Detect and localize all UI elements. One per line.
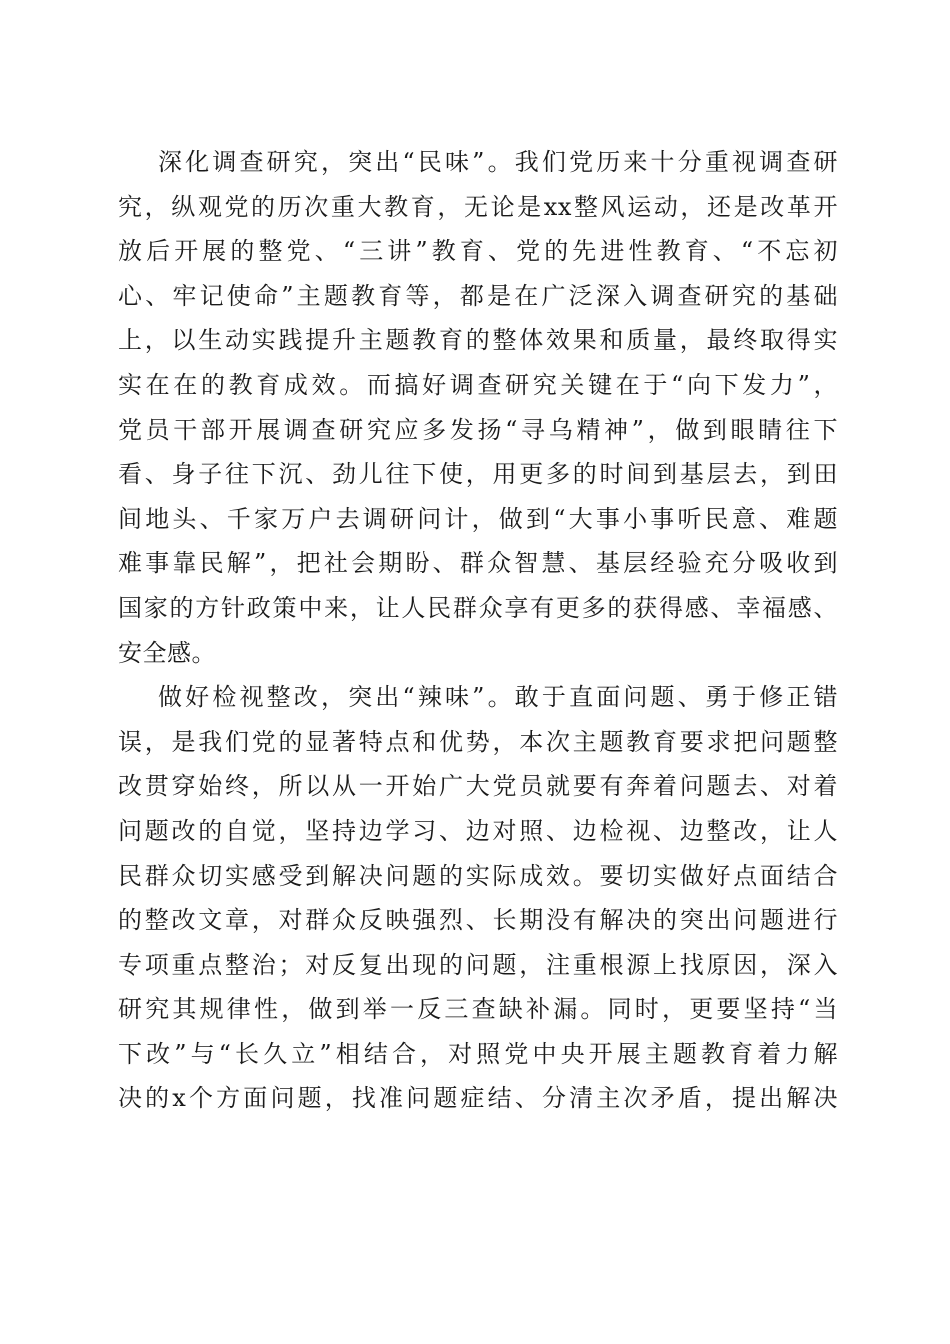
paragraph-1 xyxy=(118,140,838,675)
paragraph-line: 国家的方针政策中来，让人民群众享有更多的获得感、幸福感、 xyxy=(118,593,838,622)
paragraph-line: 民群众切实感受到解决问题的实际成效。要切实做好点面结合 xyxy=(118,861,838,890)
paragraph-line: 看、身子往下沉、劲儿往下使，用更多的时间到基层去，到田 xyxy=(118,460,838,489)
document-body xyxy=(118,140,838,1121)
paragraph-line: 党员干部开展调查研究应多发扬“寻乌精神”，做到眼睛往下 xyxy=(118,415,838,444)
paragraph-line: 实在在的教育成效。而搞好调查研究关键在于“向下发力”， xyxy=(118,370,838,399)
paragraph-line: 问题改的自觉，坚持边学习、边对照、边检视、边整改，让人 xyxy=(118,816,838,845)
paragraph-line: 放后开展的整党、“三讲”教育、党的先进性教育、“不忘初 xyxy=(118,237,838,266)
paragraph-line: 间地头、千家万户去调研问计，做到“大事小事听民意、难题 xyxy=(118,504,838,533)
paragraph-line: 研究其规律性，做到举一反三查缺补漏。同时，更要坚持“当 xyxy=(118,995,838,1024)
paragraph-line: 难事靠民解”，把社会期盼、群众智慧、基层经验充分吸收到 xyxy=(118,549,838,578)
paragraph-line: 误，是我们党的显著特点和优势，本次主题教育要求把问题整 xyxy=(118,727,838,756)
paragraph-line: 的整改文章，对群众反映强烈、长期没有解决的突出问题进行 xyxy=(118,906,838,935)
paragraph-line: 安全感。 xyxy=(118,638,216,667)
paragraph-line: 下改”与“长久立”相结合，对照党中央开展主题教育着力解 xyxy=(118,1039,838,1068)
paragraph-2 xyxy=(118,675,838,1121)
paragraph-line: 究，纵观党的历次重大教育，无论是xx整风运动，还是改革开 xyxy=(118,192,838,221)
paragraph-line: 深化调查研究，突出“民味”。我们党历来十分重视调查研 xyxy=(158,148,838,176)
paragraph-line: 专项重点整治；对反复出现的问题，注重根源上找原因，深入 xyxy=(118,950,838,979)
paragraph-line: 改贯穿始终，所以从一开始广大党员就要有奔着问题去、对着 xyxy=(118,772,838,801)
paragraph-line: 决的x个方面问题，找准问题症结、分清主次矛盾，提出解决 xyxy=(118,1084,838,1113)
paragraph-line: 上，以生动实践提升主题教育的整体效果和质量，最终取得实 xyxy=(118,326,838,355)
paragraph-line: 心、牢记使命”主题教育等，都是在广泛深入调查研究的基础 xyxy=(118,281,838,310)
paragraph-line: 做好检视整改，突出“辣味”。敢于直面问题、勇于修正错 xyxy=(158,683,838,712)
